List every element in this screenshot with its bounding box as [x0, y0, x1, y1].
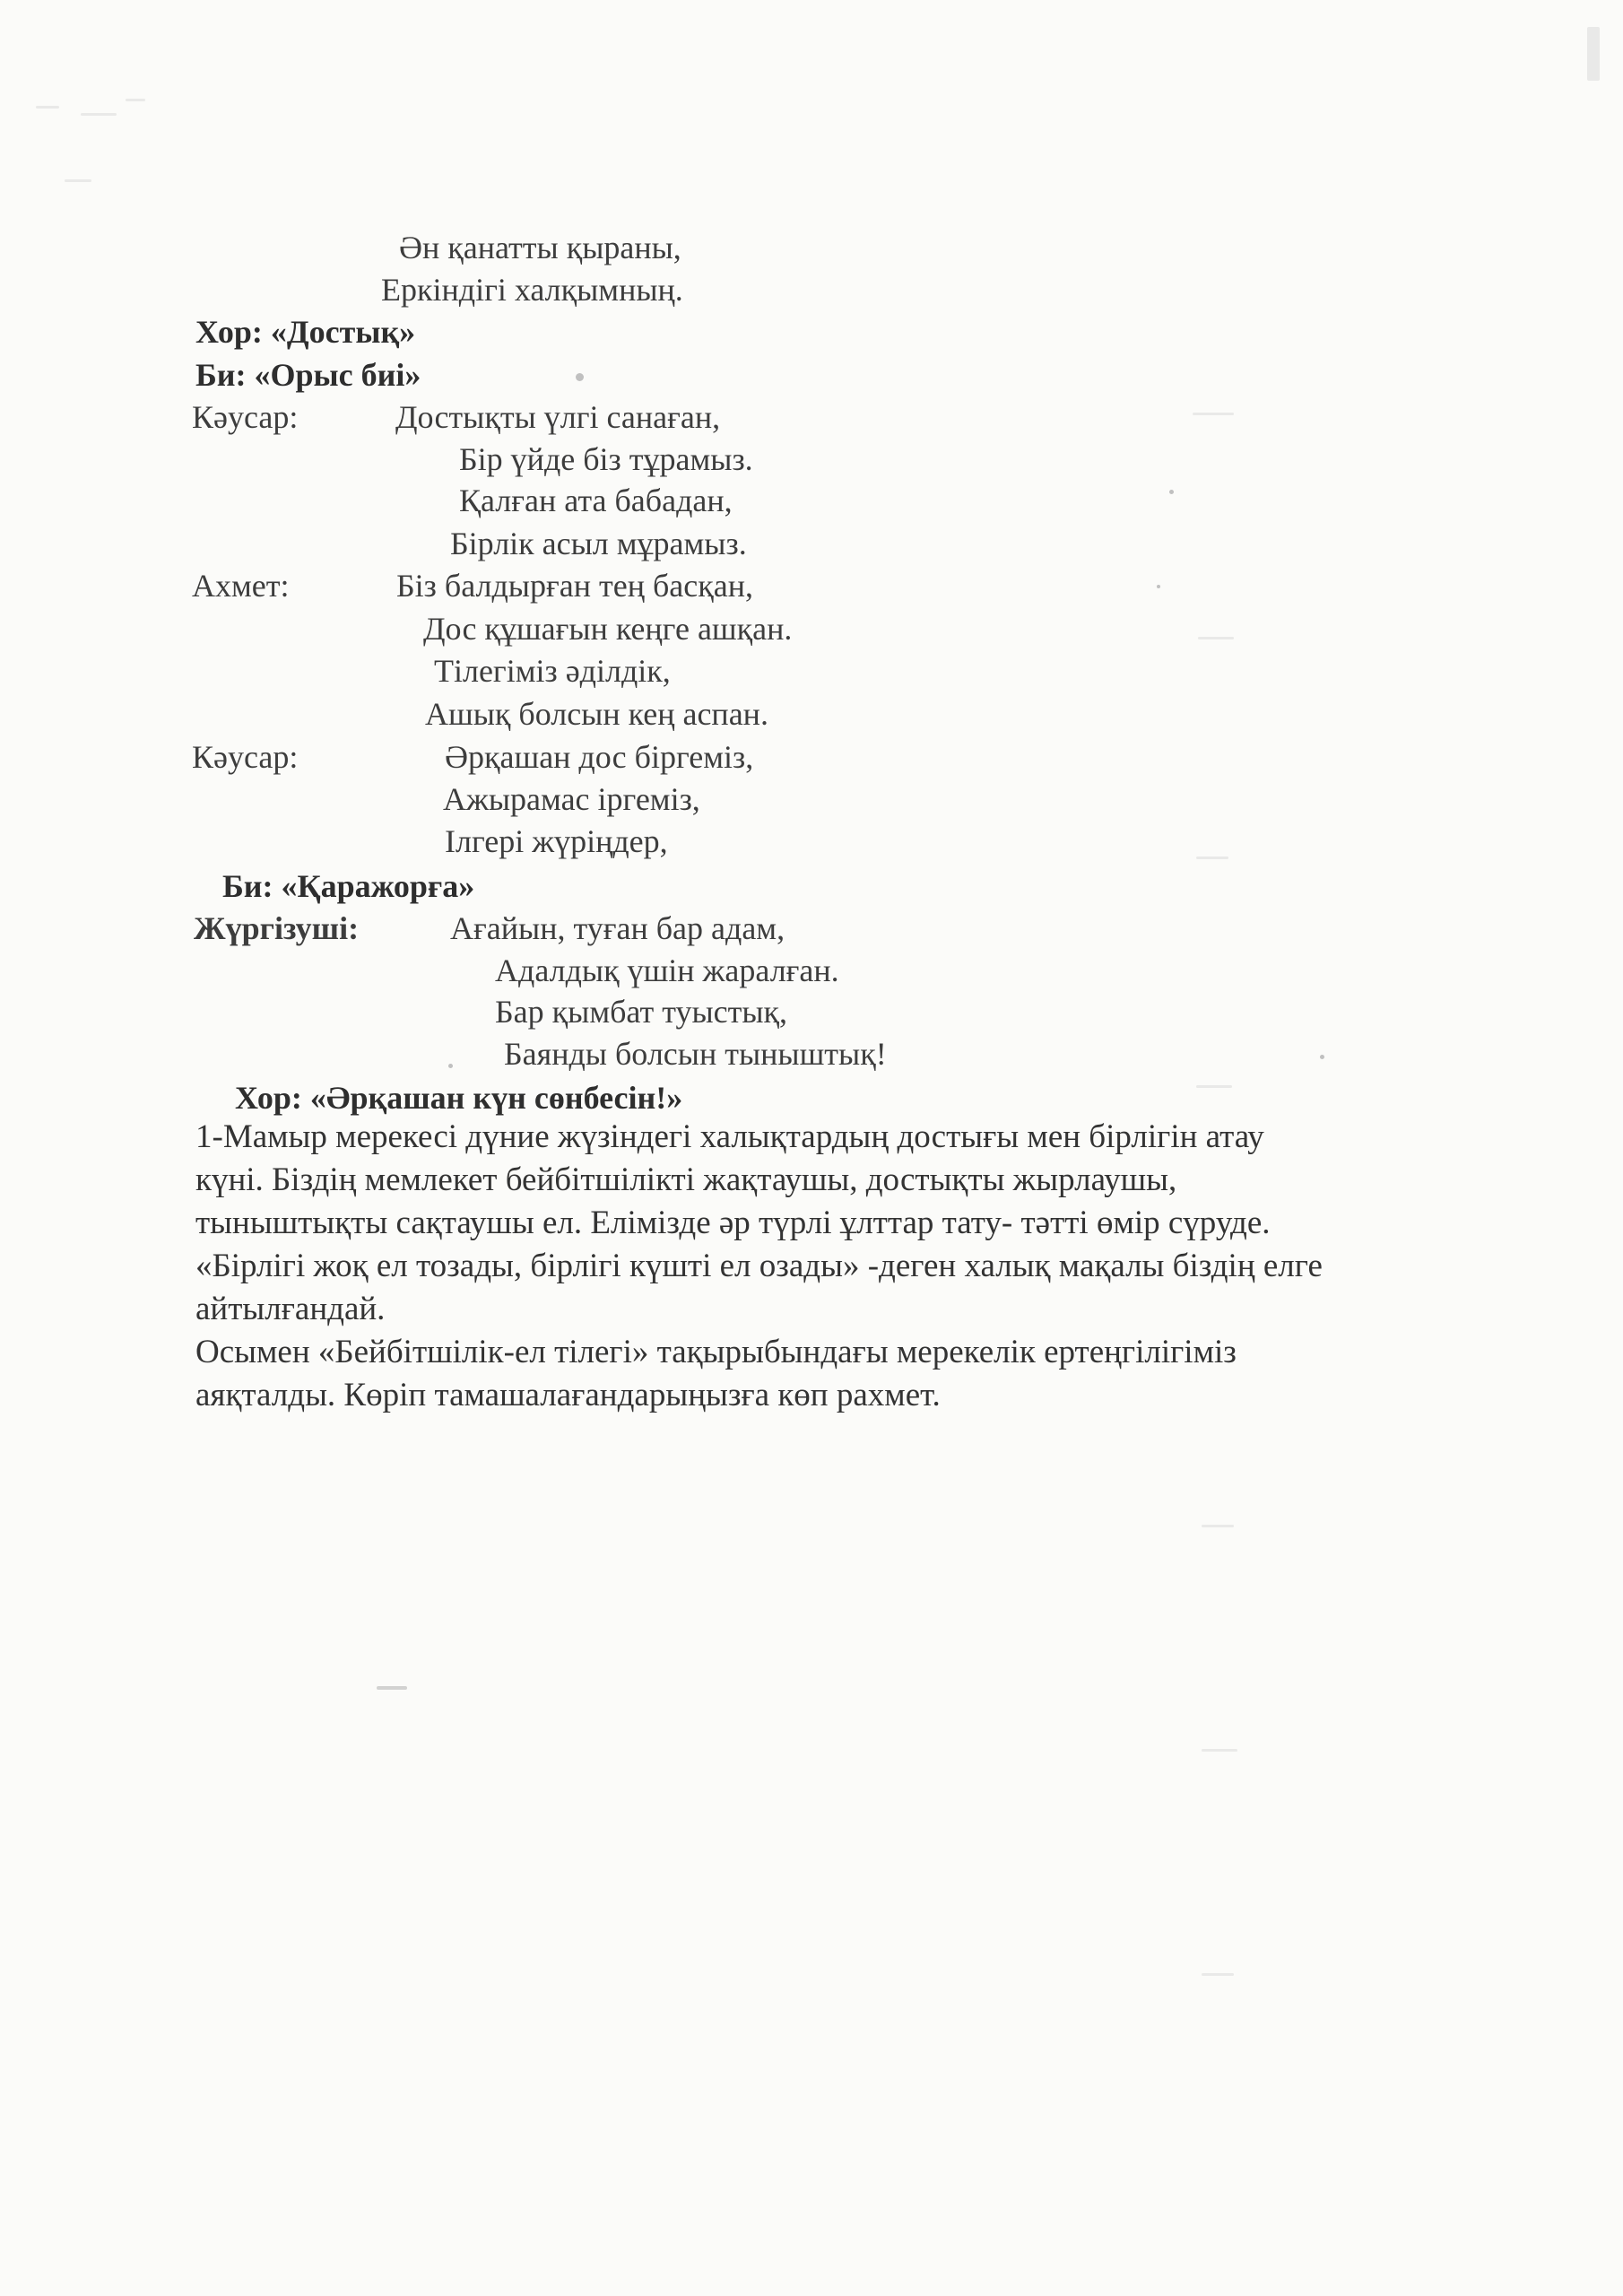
scan-mark — [1202, 1973, 1234, 1976]
scan-speck — [576, 373, 584, 381]
verse-line: Баянды болсын тыныштық! — [504, 1036, 887, 1072]
verse-line: Ағайын, туған бар адам, — [450, 910, 785, 946]
scan-mark — [81, 113, 117, 116]
scan-speck — [1169, 490, 1174, 494]
paragraph-line: тыныштықты сақтаушы ел. Елімізде әр түрлі ұлттар тату- тәтті өмір сүруде. — [195, 1205, 1271, 1241]
scan-speck — [1157, 585, 1160, 588]
scan-mark — [1587, 27, 1600, 81]
verse-line: Бірлік асыл мұрамыз. — [450, 526, 747, 561]
paragraph-line: 1-Мамыр мерекесі дүние жүзіндегі халықтардың достығы мен бірлігін атау — [195, 1118, 1264, 1155]
intro-line: Еркіндігі халқымның. — [381, 272, 683, 308]
heading-bi-qarazhorga: Би: «Қаражорға» — [222, 868, 475, 904]
verse-line: Әрқашан дос біргеміз, — [445, 739, 754, 775]
final-paragraph — [195, 1331, 1514, 1417]
verse-line: Адалдық үшін жаралған. — [495, 952, 839, 988]
scan-mark — [126, 99, 145, 101]
verse-line: Ажырамас іргеміз, — [443, 781, 700, 817]
scan-mark — [36, 106, 59, 109]
verse-line: Бар қымбат туыстық, — [495, 994, 788, 1030]
scan-mark — [1193, 413, 1234, 415]
paragraph-line: аяқталды. Көріп тамашалағандарыңызға көп рахмет. — [195, 1377, 941, 1413]
verse-line: Қалған ата бабадан, — [459, 483, 733, 518]
intro-line: Ән қанатты қыраны, — [399, 230, 681, 265]
verse-line: Достықты үлгі санаған, — [395, 399, 721, 435]
speaker-label: Ахмет: — [192, 568, 290, 604]
speaker-label: Кәусар: — [192, 399, 299, 435]
scan-mark — [65, 179, 91, 182]
paragraph-line: айтылғандай. — [195, 1291, 386, 1327]
scan-mark — [1196, 1085, 1232, 1088]
verse-line: Дос құшағын кеңге ашқан. — [423, 611, 793, 647]
speaker-label: Жүргізуші: — [194, 910, 360, 946]
scan-mark — [1202, 1749, 1237, 1752]
closing-paragraph — [195, 1116, 1514, 1331]
scan-mark — [1196, 857, 1228, 859]
speaker-label: Кәусар: — [192, 739, 299, 775]
heading-hor-dostyk: Хор: «Достық» — [195, 314, 416, 350]
heading-bi-orys: Би: «Орыс биі» — [195, 357, 421, 393]
verse-line: Бір үйде біз тұрамыз. — [459, 441, 753, 477]
heading-hor-arqashan: Хор: «Әрқашан күн сөнбесін!» — [235, 1080, 683, 1116]
scan-speck — [448, 1064, 453, 1068]
verse-line: Біз балдырған тең басқан, — [396, 568, 753, 604]
verse-line: Ашық болсын кең аспан. — [425, 696, 768, 732]
paragraph-line: күні. Біздің мемлекет бейбітшілікті жақтаушы, достықты жырлаушы, — [195, 1161, 1177, 1198]
paragraph-line: «Бірлігі жоқ ел тозады, бірлігі күшті ел озады» -деген халық мақалы біздің елге — [195, 1248, 1323, 1284]
scan-mark — [1202, 1525, 1234, 1527]
scan-mark — [377, 1686, 407, 1690]
verse-line: Ілгері жүріңдер, — [445, 823, 668, 859]
verse-line: Тілегіміз әділдік, — [434, 653, 671, 689]
scan-mark — [1198, 637, 1234, 639]
paragraph-line: Осымен «Бейбітшілік-ел тілегі» тақырыбындағы мерекелік ертеңгілігіміз — [195, 1334, 1237, 1370]
scan-speck — [1320, 1055, 1324, 1059]
